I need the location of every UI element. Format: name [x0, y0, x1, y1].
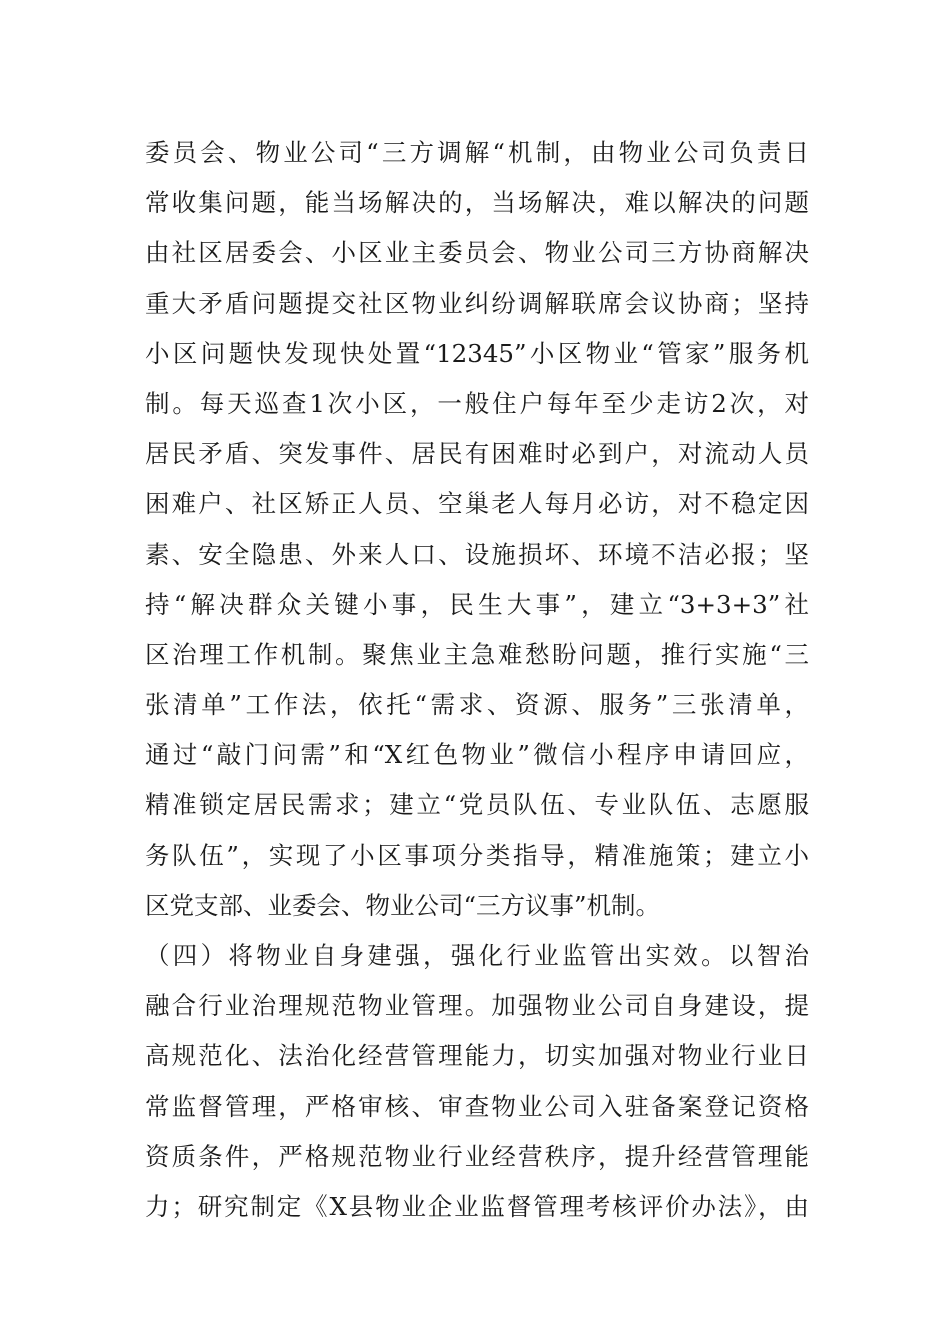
text-line: 区治理工作机制。聚焦业主急难愁盼问题，推行实施“三: [145, 639, 809, 669]
text-line: 力；研究制定《X县物业企业监督管理考核评价办法》，由: [145, 1191, 809, 1221]
text-line: 小区问题快发现快处置“12345”小区物业“管家”服务机: [145, 338, 809, 368]
text-line: 常收集问题，能当场解决的，当场解决，难以解决的问题: [145, 188, 809, 218]
text-line: 居民矛盾、突发事件、居民有困难时必到户，对流动人员: [145, 439, 809, 469]
text-line: 资质条件，严格规范物业行业经营秩序，提升经营管理能: [145, 1141, 809, 1171]
paragraph-end-line: 区党支部、业委会、物业公司“三方议事”机制。: [145, 890, 661, 920]
text-line: 委员会、物业公司“三方调解“机制，由物业公司负责日: [145, 138, 809, 167]
text-line: 困难户、社区矫正人员、空巢老人每月必访，对不稳定因: [145, 489, 809, 519]
text-line: 精准锁定居民需求；建立“党员队伍、专业队伍、志愿服: [145, 790, 809, 820]
text-line: 常监督管理，严格审核、审查物业公司入驻备案登记资格: [145, 1091, 809, 1121]
text-line: 务队伍”，实现了小区事项分类指导，精准施策；建立小: [145, 840, 809, 870]
text-line: 张清单”工作法，依托“需求、资源、服务”三张清单，: [145, 690, 809, 720]
text-line: 制。每天巡查1次小区，一般住户每年至少走访2次，对: [145, 388, 809, 418]
section-heading-line: （四）将物业自身建强，强化行业监管出实效。以智治: [145, 941, 809, 970]
text-line: 由社区居委会、小区业主委员会、物业公司三方协商解决: [145, 238, 809, 268]
text-line: 重大矛盾问题提交社区物业纠纷调解联席会议协商；坚持: [145, 288, 809, 318]
text-line: 融合行业治理规范物业管理。加强物业公司自身建设，提: [145, 991, 809, 1021]
document-body: [145, 128, 809, 1232]
text-line: 通过“敲门问需”和“X红色物业”微信小程序申请回应，: [145, 740, 809, 770]
text-line: 持“解决群众关键小事，民生大事”，建立“3+3+3”社: [145, 589, 809, 619]
text-line: 高规范化、法治化经营管理能力，切实加强对物业行业日: [145, 1041, 809, 1071]
text-line: 素、安全隐患、外来人口、设施损坏、环境不洁必报；坚: [145, 539, 809, 569]
